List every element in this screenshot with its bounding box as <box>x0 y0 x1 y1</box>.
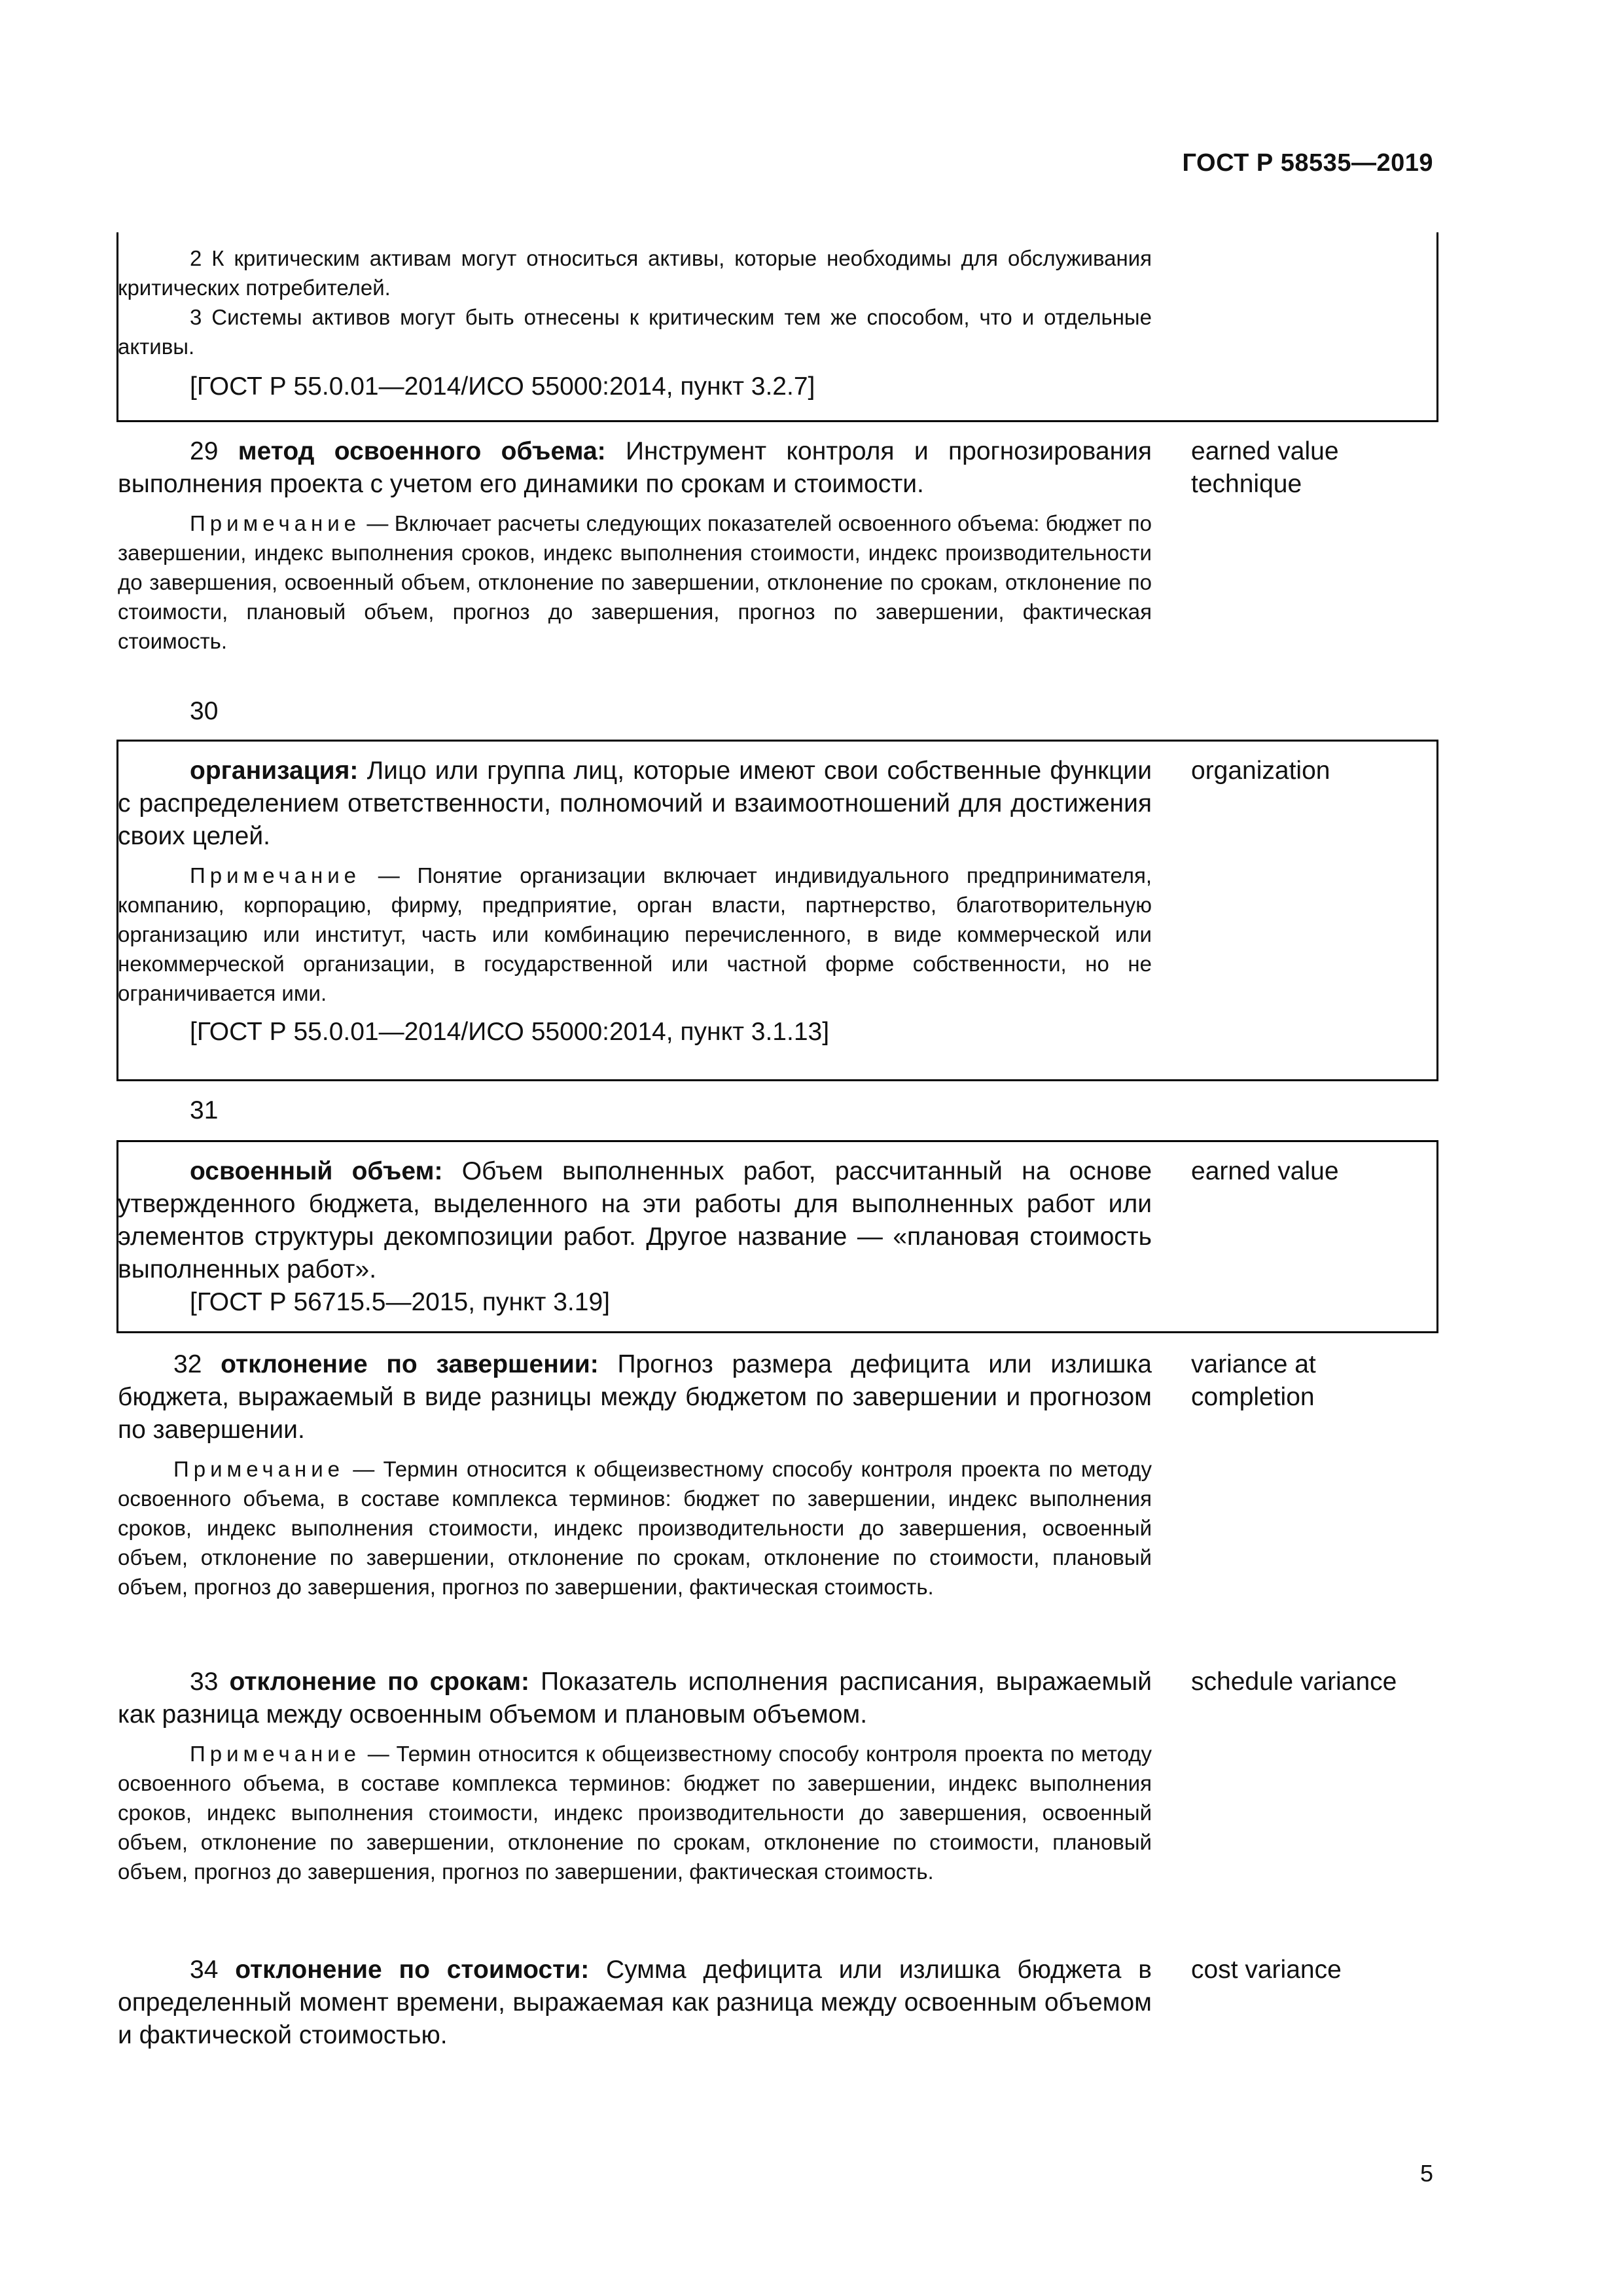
term-33-title: отклонение по срокам: <box>229 1668 529 1696</box>
term-29-note-text: — Включает расчеты следующих показателей освоенного объема: бюджет по завершении, индекс выполнения сроков, индекс выполнения стоимости, индекс производительности до завершения, освоенный объем, отклонение по завершении, отклонение по срокам, отклонение по стоимости, плановый объем, прогноз до завершения, прогноз по завершении, фактическая стоимость. <box>118 511 1152 653</box>
term-32-english: variance at completion <box>1191 1350 1316 1411</box>
term-33-note-text: — Термин относится к общеизвестному способу контроля проекта по методу освоенного объема, в составе комплекса терминов: бюджет по завершении, индекс выполнения сроков, индекс выполнения стоимости, индекс производительности до завершения, освоенный объем, отклонение по завершении, отклонение по срокам, отклонение по стоимости, плановый объем, прогноз до завершения, прогноз по завершении, фактическая стоимость. <box>118 1742 1152 1884</box>
term-30-definition <box>118 755 1152 853</box>
term-34-english: cost variance <box>1191 1956 1342 1984</box>
term-31-definition <box>118 1155 1152 1286</box>
term-29-english: earned value technique <box>1191 437 1339 498</box>
term-30-source-ref: [ГОСТ Р 55.0.01—2014/ИСО 55000:2014, пункт 3.1.13] <box>190 1018 830 1046</box>
note-2: 2 К критическим активам могут относиться активы, которые необходимы для обслуживания критических потребителей. <box>118 246 1152 300</box>
top-source-ref: [ГОСТ Р 55.0.01—2014/ИСО 55000:2014, пункт 3.2.7] <box>190 372 815 401</box>
term-32-note-text: — Термин относится к общеизвестному способу контроля проекта по методу освоенного объема, в составе комплекса терминов: бюджет по завершении, индекс выполнения сроков, индекс выполнения стоимости, индекс производительности до завершения, освоенный объем, отклонение по завершении, отклонение по срокам, отклонение по стоимости, плановый объем, прогноз до завершения, прогноз по завершении, фактическая стоимость. <box>118 1457 1152 1599</box>
term-29-title: метод освоенного объема: <box>238 437 606 465</box>
term-30-title: организация: <box>190 757 359 785</box>
term-29-note <box>118 509 1152 656</box>
note-3: 3 Системы активов могут быть отнесены к критическим тем же способом, что и отдельные активы. <box>118 305 1152 359</box>
term-31-english: earned value <box>1191 1157 1339 1185</box>
term-30-note-text: — Понятие организации включает индивидуального предпринимателя, компанию, корпорацию, фирму, предприятие, орган власти, партнерство, благотворительную организацию или институт, часть или комбинацию перечисленного, в виде коммерческой или некоммерческой организации, в государственной или частной форме собственности, но не ограничивается ими. <box>118 863 1152 1005</box>
term-33-text: Показатель исполнения расписания, выражаемый как разница между освоенным объемом и плановым объемом. <box>118 1668 1152 1729</box>
term-29 <box>118 435 1152 656</box>
term-34-number: 34 <box>190 1956 219 1984</box>
term-30-text: Лицо или группа лиц, которые имеют свои собственные функции с распределением ответственности, полномочий и взаимоотношений для достижения своих целей. <box>118 757 1152 850</box>
term-31-title: освоенный объем: <box>190 1157 443 1185</box>
term-29-number: 29 <box>190 437 219 465</box>
term-30-english: organization <box>1191 757 1330 785</box>
page-number: 5 <box>1419 2160 1433 2187</box>
document-id-header: ГОСТ Р 58535—2019 <box>1182 149 1433 177</box>
term-33-number: 33 <box>190 1668 219 1696</box>
term-29-definition <box>118 435 1152 501</box>
term-34-text: Сумма дефицита или излишка бюджета в определенный момент времени, выражаемая как разница между освоенным объемом и фактической стоимостью. <box>118 1956 1152 2049</box>
term-32-definition <box>118 1348 1152 1446</box>
term-34-title: отклонение по стоимости: <box>235 1956 590 1984</box>
note-label: Примечание <box>190 1742 361 1766</box>
term-34-definition <box>118 1954 1152 2052</box>
term-33-note <box>118 1739 1152 1886</box>
term-33-english: schedule variance <box>1191 1668 1397 1696</box>
term-31-number: 31 <box>190 1096 219 1124</box>
term-32-note <box>118 1454 1152 1602</box>
term-31 <box>118 1155 1152 1319</box>
note-label: Примечание <box>173 1457 345 1481</box>
note-label: Примечание <box>190 511 361 535</box>
term-34 <box>118 1954 1152 2052</box>
term-30 <box>118 755 1152 1049</box>
top-term-notes <box>118 243 1152 403</box>
term-33 <box>118 1666 1152 1886</box>
note-label: Примечание <box>190 863 361 888</box>
term-32 <box>118 1348 1152 1602</box>
term-32-number: 32 <box>173 1350 202 1378</box>
term-30-note <box>118 861 1152 1008</box>
term-29-text: Инструмент контроля и прогнозирования выполнения проекта с учетом его динамики по срокам и стоимости. <box>118 437 1152 498</box>
term-31-source-ref: [ГОСТ Р 56715.5—2015, пункт 3.19] <box>190 1288 610 1316</box>
term-32-text: Прогноз размера дефицита или излишка бюджета, выражаемый в виде разницы между бюджетом по завершении и прогнозом по завершении. <box>118 1350 1152 1444</box>
term-32-title: отклонение по завершении: <box>221 1350 599 1378</box>
term-31-text: Объем выполненных работ, рассчитанный на основе утвержденного бюджета, выделенного на эти работы для выполненных работ или элементов структуры декомпозиции работ. Другое название — «плановая стоимость выполненных работ». <box>118 1157 1152 1283</box>
term-33-definition <box>118 1666 1152 1731</box>
term-30-number: 30 <box>190 697 219 725</box>
